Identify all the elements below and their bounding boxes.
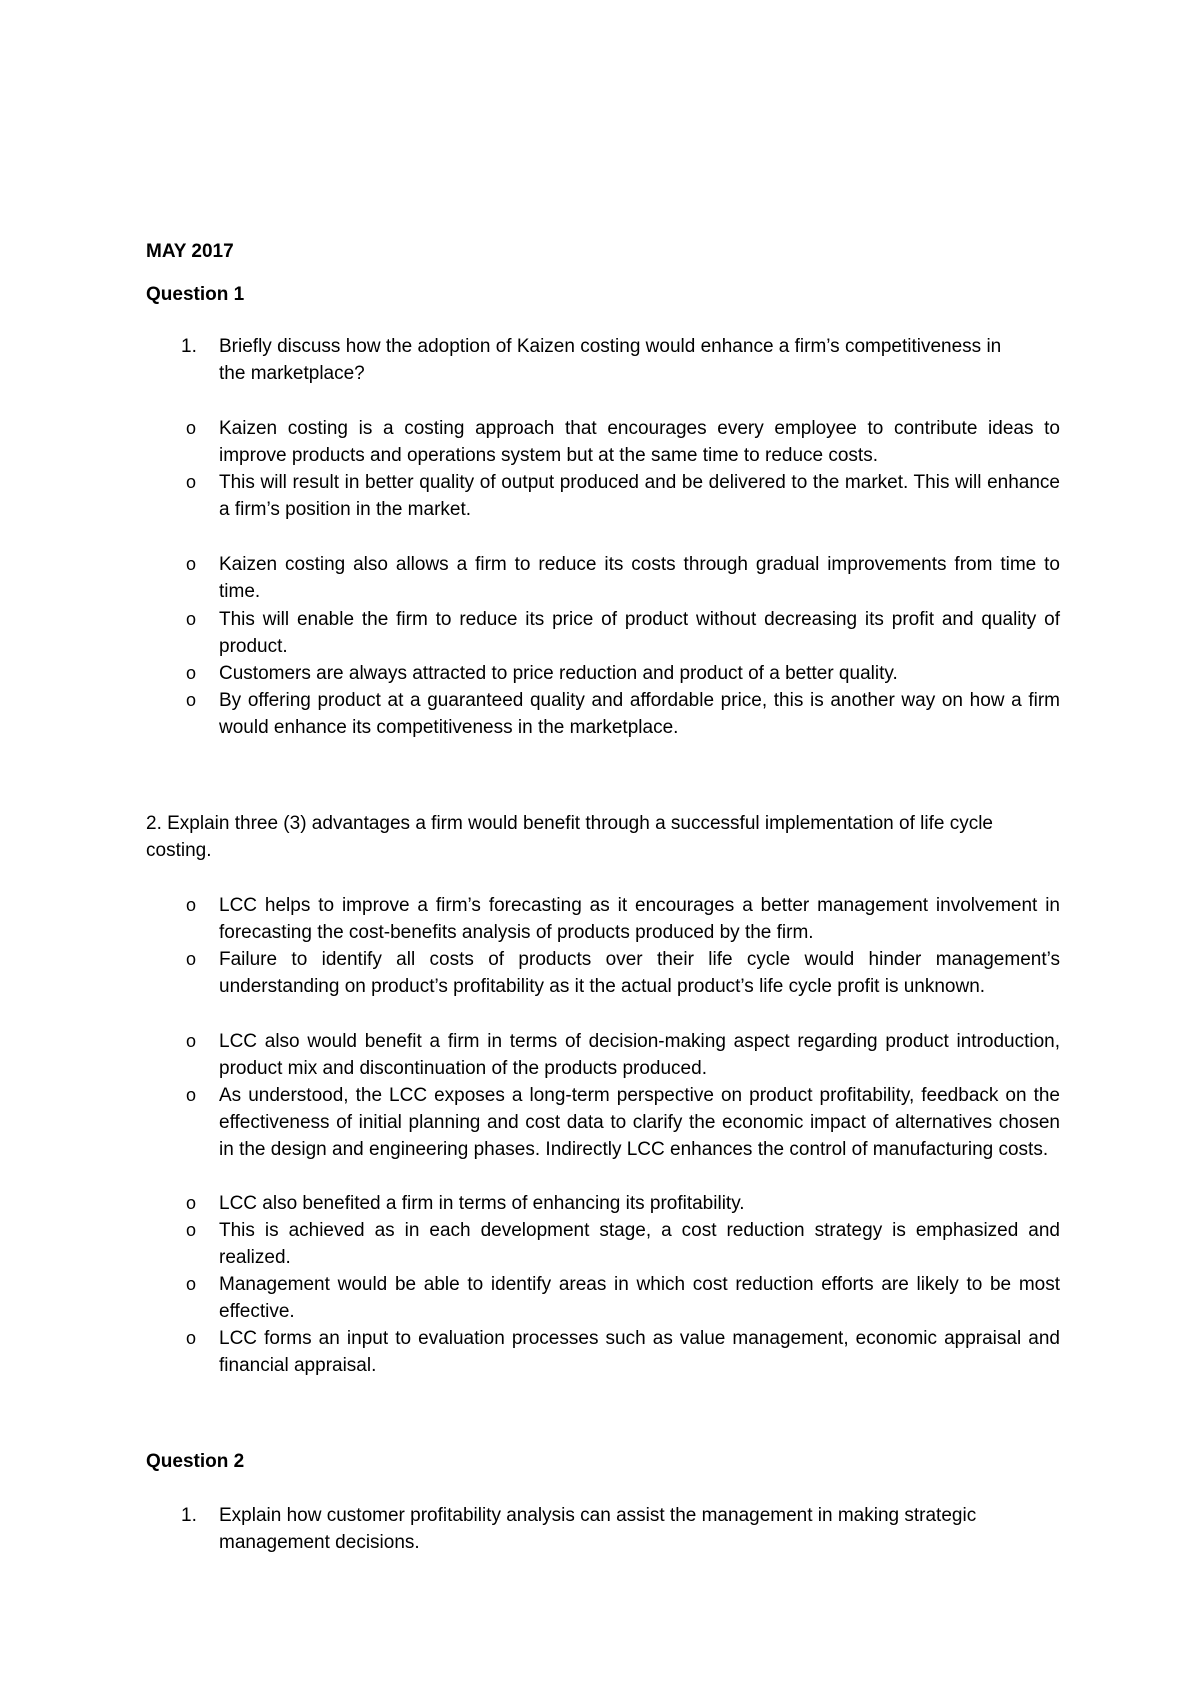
q1-bullet-3: Kaizen costing also allows a firm to reduce its costs through gradual improvements from time to time.	[219, 554, 1060, 602]
question-2-heading: Question 2	[146, 1451, 245, 1472]
q2-part1-line1: Explain how customer profitability analysis can assist the management in making strategic	[219, 1505, 977, 1526]
bullet-marker: o	[186, 609, 197, 629]
q1-part1-line1: Briefly discuss how the adoption of Kaizen costing would enhance a firm’s competitiveness in	[219, 336, 1002, 357]
bullet-marker: o	[186, 1193, 197, 1213]
q1p2-bullet-4: As understood, the LCC exposes a long-term perspective on product profitability, feedback on the effectiveness of initial planning and cost data to clarify the economic impact of alternatives chosen in the design and engineering phases. Indirectly LCC enhances the control of manufacturing costs.	[219, 1085, 1060, 1160]
bullet-marker: o	[186, 895, 197, 915]
q1-part2-line2: costing.	[146, 840, 212, 861]
q1p2-bullet-5: LCC also benefited a firm in terms of enhancing its profitability.	[219, 1193, 745, 1214]
q1-bullet-2: This will result in better quality of output produced and be delivered to the market. This will enhance a firm’s position in the market.	[219, 472, 1060, 520]
q1p2-bullet-3: LCC also would benefit a firm in terms of decision-making aspect regarding product introduction, product mix and discontinuation of the products produced.	[219, 1031, 1060, 1079]
bullet-marker: o	[186, 1085, 197, 1105]
bullet-marker: o	[186, 418, 197, 438]
bullet-marker: o	[186, 663, 197, 683]
q1p2-bullet-7: Management would be able to identify areas in which cost reduction efforts are likely to be most effective.	[219, 1274, 1060, 1322]
q1-bullet-5: Customers are always attracted to price reduction and product of a better quality.	[219, 663, 898, 684]
q1p2-bullet-8: LCC forms an input to evaluation processes such as value management, economic appraisal and financial appraisal.	[219, 1328, 1060, 1376]
q1-part1-line2: the marketplace?	[219, 363, 365, 384]
bullet-marker: o	[186, 472, 197, 492]
bullet-marker: o	[186, 1328, 197, 1348]
bullet-marker: o	[186, 1031, 197, 1051]
bullet-marker: o	[186, 1274, 197, 1294]
q1p2-bullet-1: LCC helps to improve a firm’s forecasting as it encourages a better management involvement in forecasting the cost-benefits analysis of products produced by the firm.	[219, 895, 1060, 943]
bullet-marker: o	[186, 1220, 197, 1240]
bullet-marker: o	[186, 554, 197, 574]
q1-bullet-6: By offering product at a guaranteed quality and affordable price, this is another way on how a firm would enhance its competitiveness in the marketplace.	[219, 690, 1060, 738]
q1-part1-number: 1.	[181, 336, 197, 357]
q2-part1-line2: management decisions.	[219, 1532, 420, 1553]
q1-bullet-1: Kaizen costing is a costing approach that encourages every employee to contribute ideas to improve products and operations system but at the same time to reduce costs.	[219, 418, 1060, 466]
q1-bullet-4: This will enable the firm to reduce its price of product without decreasing its profit and quality of product.	[219, 609, 1060, 657]
bullet-marker: o	[186, 690, 197, 710]
q1p2-bullet-2: Failure to identify all costs of products over their life cycle would hinder management’s understanding on product’s profitability as it the actual product’s life cycle profit is unknown.	[219, 949, 1060, 997]
q2-part1-number: 1.	[181, 1505, 197, 1526]
q1p2-bullet-6: This is achieved as in each development stage, a cost reduction strategy is emphasized and realized.	[219, 1220, 1060, 1268]
bullet-marker: o	[186, 949, 197, 969]
q1-part2-line1: 2. Explain three (3) advantages a firm would benefit through a successful implementation of life cycle	[146, 813, 994, 834]
question-1-heading: Question 1	[146, 284, 245, 305]
document-title: MAY 2017	[146, 241, 234, 262]
